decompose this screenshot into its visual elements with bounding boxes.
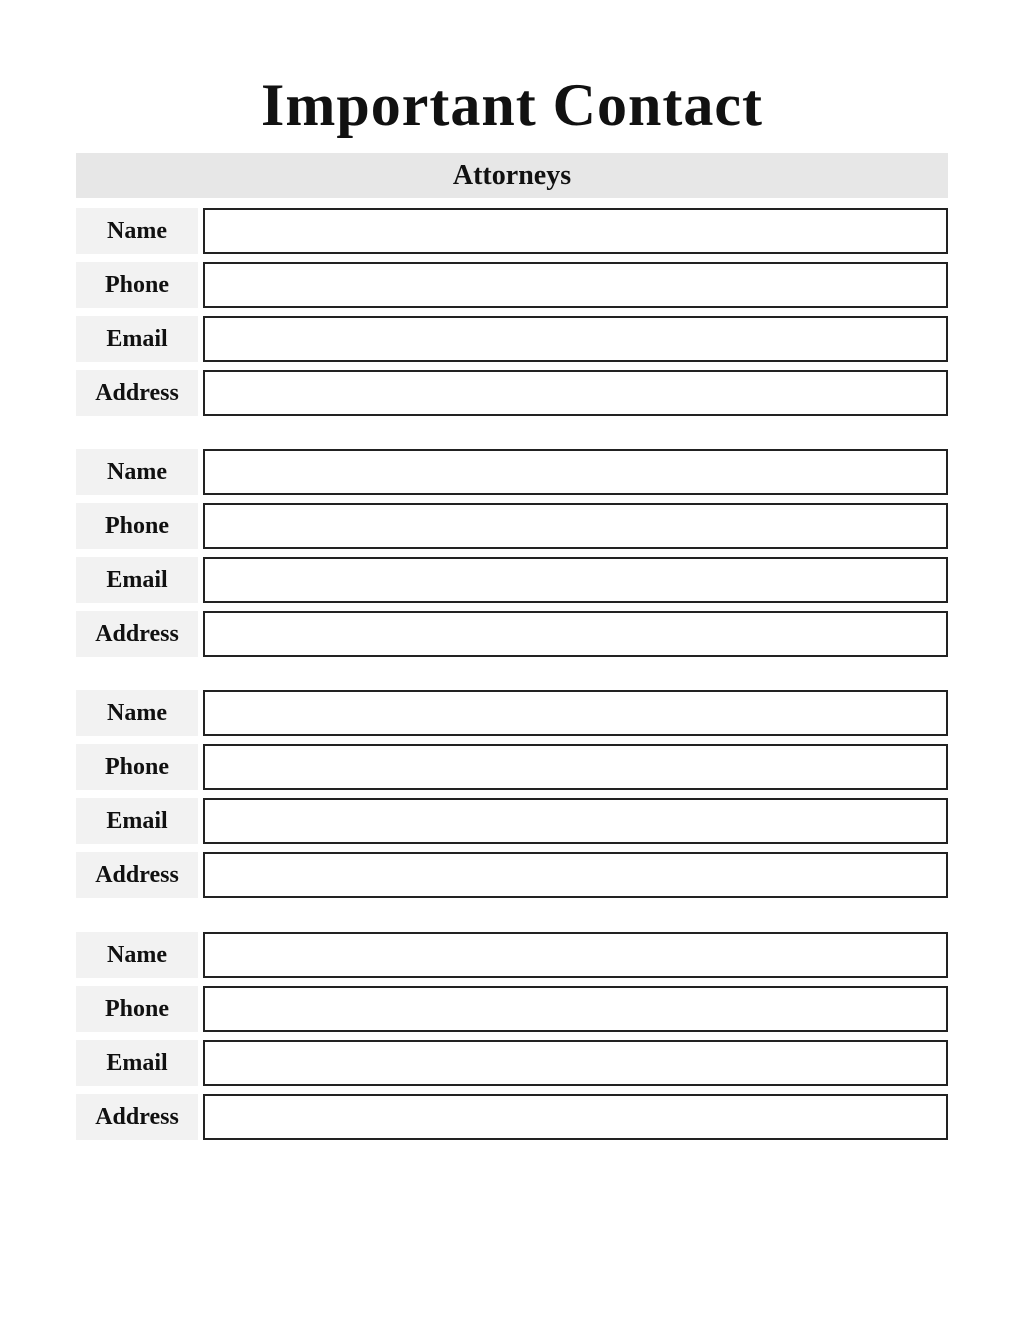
name-label: Name: [76, 208, 198, 254]
email-row: [76, 1040, 948, 1086]
name-label: Name: [76, 932, 198, 978]
section-header-attorneys: Attorneys: [76, 153, 948, 198]
name-row: [76, 932, 948, 978]
address-row: [76, 611, 948, 657]
name-field[interactable]: [203, 208, 948, 254]
phone-field[interactable]: [203, 503, 948, 549]
phone-field[interactable]: [203, 744, 948, 790]
name-field[interactable]: [203, 932, 948, 978]
address-row: [76, 1094, 948, 1140]
name-field[interactable]: [203, 449, 948, 495]
email-field[interactable]: [203, 1040, 948, 1086]
email-row: [76, 798, 948, 844]
phone-label: Phone: [76, 744, 198, 790]
phone-label: Phone: [76, 262, 198, 308]
phone-row: [76, 986, 948, 1032]
phone-field[interactable]: [203, 986, 948, 1032]
email-label: Email: [76, 1040, 198, 1086]
name-label: Name: [76, 449, 198, 495]
email-label: Email: [76, 316, 198, 362]
contact-block-3: [76, 690, 948, 906]
email-label: Email: [76, 798, 198, 844]
email-label: Email: [76, 557, 198, 603]
contact-block-4: [76, 932, 948, 1148]
email-field[interactable]: [203, 557, 948, 603]
phone-field[interactable]: [203, 262, 948, 308]
name-row: [76, 449, 948, 495]
address-field[interactable]: [203, 852, 948, 898]
phone-row: [76, 744, 948, 790]
address-field[interactable]: [203, 611, 948, 657]
email-row: [76, 557, 948, 603]
address-label: Address: [76, 370, 198, 416]
email-field[interactable]: [203, 316, 948, 362]
address-field[interactable]: [203, 1094, 948, 1140]
name-row: [76, 208, 948, 254]
address-label: Address: [76, 852, 198, 898]
email-field[interactable]: [203, 798, 948, 844]
name-field[interactable]: [203, 690, 948, 736]
phone-label: Phone: [76, 503, 198, 549]
name-row: [76, 690, 948, 736]
page-title: Important Contact: [261, 72, 763, 138]
address-row: [76, 852, 948, 898]
contact-block-1: [76, 208, 948, 424]
contact-block-2: [76, 449, 948, 665]
address-row: [76, 370, 948, 416]
address-label: Address: [76, 611, 198, 657]
email-row: [76, 316, 948, 362]
address-field[interactable]: [203, 370, 948, 416]
address-label: Address: [76, 1094, 198, 1140]
phone-row: [76, 503, 948, 549]
phone-row: [76, 262, 948, 308]
name-label: Name: [76, 690, 198, 736]
phone-label: Phone: [76, 986, 198, 1032]
